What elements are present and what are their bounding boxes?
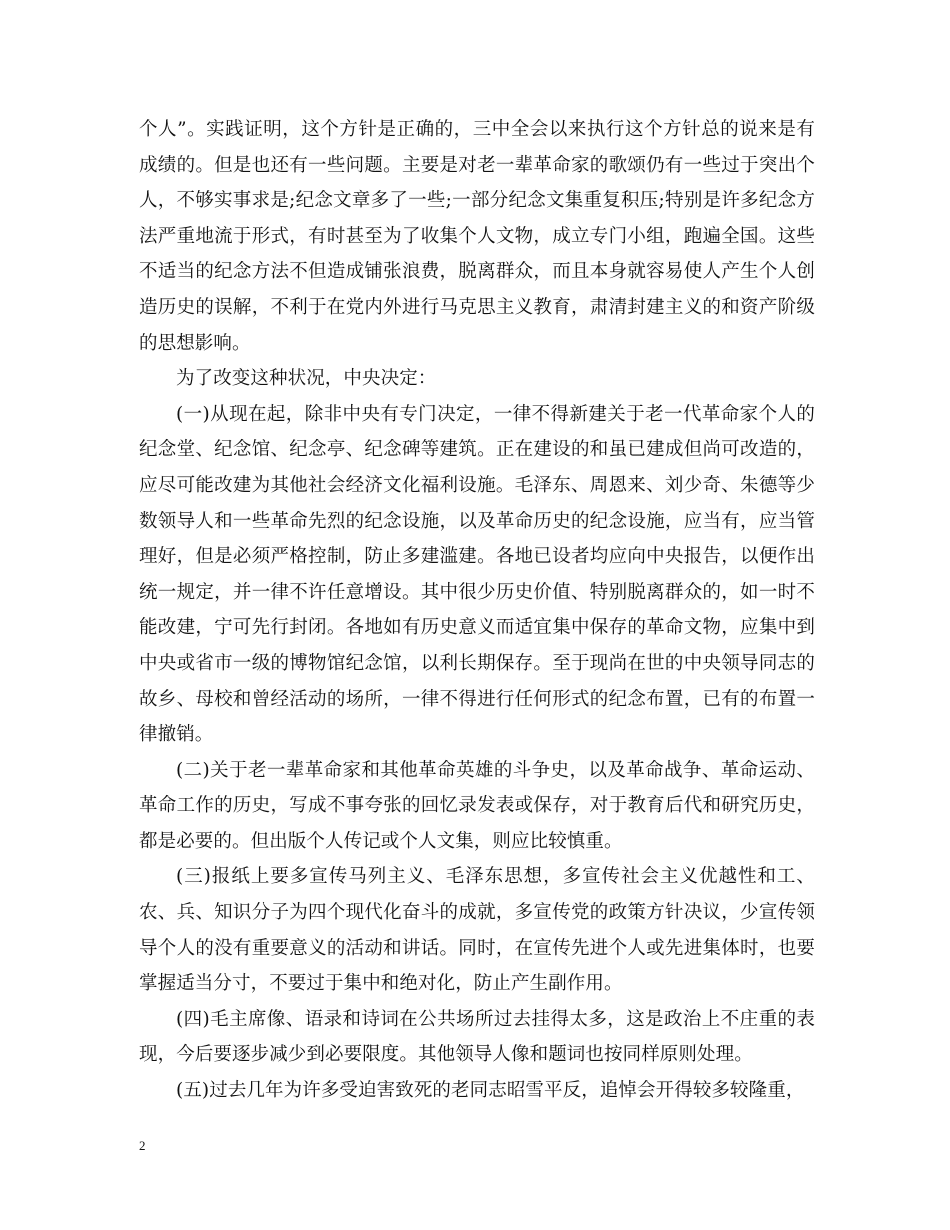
page-number: 2 <box>139 1138 146 1153</box>
paragraph-2: 为了改变这种状况，中央决定： <box>176 368 437 390</box>
document-body <box>139 112 815 1109</box>
paragraph-5: (三)报纸上要多宣传马列主义、毛泽东思想，多宣传社会主义优越性和工、农、兵、知识分子为四个现代化奋斗的成就，多宣传党的政策方针决议，少宣传领导个人的没有重要意义的活动和讲话。同时，在宣传先进个人或先进集体时，也要掌握适当分寸，不要过于集中和绝对化，防止产生副作用。 <box>139 866 815 995</box>
paragraph-6: (四)毛主席像、语录和诗词在公共场所过去挂得太多，这是政治上不庄重的表现，今后要逐步减少到必要限度。其他领导人像和题词也按同样原则处理。 <box>139 1008 815 1066</box>
paragraph-7: (五)过去几年为许多受迫害致死的老同志昭雪平反，追悼会开得较多较隆重， <box>176 1080 805 1102</box>
paragraph-4: (二)关于老一辈革命家和其他革命英雄的斗争史，以及革命战争、革命运动、革命工作的历史，写成不事夸张的回忆录发表或保存，对于教育后代和研究历史，都是必要的。但出版个人传记或个人文集，则应比较慎重。 <box>139 759 815 852</box>
paragraph-3: (一)从现在起，除非中央有专门决定，一律不得新建关于老一代革命家个人的纪念堂、纪念馆、纪念亭、纪念碑等建筑。正在建设的和虽已建成但尚可改造的，应尽可能改建为其他社会经济文化福利设施。毛泽东、周恩来、刘少奇、朱德等少数领导人和一些革命先烈的纪念设施，以及革命历史的纪念设施，应当有，应当管理好，但是必须严格控制，防止多建滥建。各地已设者均应向中央报告，以便作出统一规定，并一律不许任意增设。其中很少历史价值、特别脱离群众的，如一时不能改建，宁可先行封闭。各地如有历史意义而适宜集中保存的革命文物，应集中到中央或省市一级的博物馆纪念馆，以利长期保存。至于现尚在世的中央领导同志的故乡、母校和曾经活动的场所，一律不得进行任何形式的纪念布置，已有的布置一律撤销。 <box>139 403 815 746</box>
paragraph-1: 个人”。实践证明，这个方针是正确的，三中全会以来执行这个方针总的说来是有成绩的。但是也还有一些问题。主要是对老一辈革命家的歌颂仍有一些过于突出个人，不够实事求是;纪念文章多了一些;一部分纪念文集重复积压;特别是许多纪念方法严重地流于形式，有时甚至为了收集个人文物，成立专门小组，跑遍全国。这些不适当的纪念方法不但造成铺张浪费，脱离群众，而且本身就容易使人产生个人创造历史的误解，不利于在党内外进行马克思主义教育，肃清封建主义的和资产阶级的思想影响。 <box>139 119 815 354</box>
